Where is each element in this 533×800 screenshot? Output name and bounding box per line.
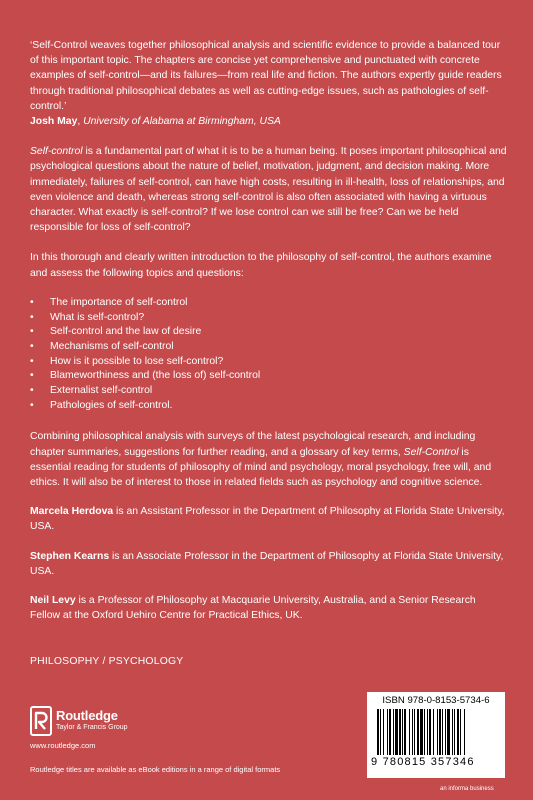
barcode-bar: [464, 709, 465, 755]
list-item: • Mechanisms of self-control: [30, 340, 508, 355]
isbn-digits: 9 780815 357346: [371, 756, 475, 768]
barcode-bar: [452, 709, 453, 755]
author-name: Stephen Kearns: [30, 550, 110, 562]
author-bio: [30, 549, 508, 579]
publisher-group: Taylor & Francis Group: [56, 724, 128, 731]
author-bio-text: is a Professor of Philosophy at Macquarie University, Australia, and a Senior Research Fellow at the Oxford Uehiro Centre for Practical Ethics, UK.: [30, 595, 476, 622]
barcode-bar: [395, 709, 398, 755]
barcode-bar: [414, 709, 415, 755]
list-item: • Self-control and the law of desire: [30, 325, 508, 340]
intro-text: is a fundamental part of what it is to be a human being. It poses important philosophical and psychological questions about the nature of belief, motivation, judgment, and decision making. More immediately, failures of self-control, can have high costs, resulting in ill-health, loss of relationships, and even violence and death, whereas strong self-control is also often associated with having a virtuous character. What exactly is self-control? If we lose control can we still be free? Can we be held responsible for loss of self-control?: [30, 146, 507, 234]
barcode-bar: [427, 709, 428, 755]
list-item: • How is it possible to lose self-control?: [30, 355, 508, 370]
publisher-name: Routledge: [56, 708, 118, 723]
barcode-bar: [412, 709, 413, 755]
author-name: Neil Levy: [30, 595, 76, 607]
intro-paragraph: [30, 144, 508, 235]
barcode-bar: [420, 709, 423, 755]
barcode-bar: [460, 709, 461, 755]
barcode-bar: [447, 709, 450, 755]
topics-list: [30, 296, 508, 414]
summary-after: is essential reading for students of philosophy of mind and psychology, moral psychology, free will, and ethics. It will also be of interest to those in related fields such as psychology and cognitive science.: [30, 446, 492, 489]
barcode-bar: [424, 709, 425, 755]
barcode-bar: [383, 709, 384, 755]
list-item: • Externalist self-control: [30, 384, 508, 399]
barcode-bar: [387, 709, 388, 755]
barcode-bar: [457, 709, 459, 755]
back-cover-text: [30, 38, 508, 624]
barcode-bar: [377, 709, 379, 755]
barcode-bar: [445, 709, 446, 755]
isbn-label: ISBN 978-0-8153-5734-6: [382, 695, 490, 706]
barcode-image: [375, 709, 497, 755]
author-bio: [30, 593, 508, 623]
list-item: • What is self-control?: [30, 311, 508, 326]
list-item: • The importance of self-control: [30, 296, 508, 311]
endorsement-author: Josh May: [30, 116, 78, 128]
barcode-bar: [409, 709, 410, 755]
endorsement-affiliation: University of Alabama at Birmingham, USA: [83, 116, 281, 128]
author-name: Marcela Herdova: [30, 506, 114, 518]
routledge-r-logo-icon: [30, 706, 52, 736]
barcode-bar: [454, 709, 455, 755]
author-bio: [30, 504, 508, 534]
topics-intro: In this thorough and clearly written introduction to the philosophy of self-control, the authors examine and assess the following topics and questions:: [30, 252, 492, 279]
isbn-barcode-box: [367, 692, 505, 778]
barcode-bar: [439, 709, 441, 755]
list-item: • Blameworthiness and (the loss of) self-control: [30, 369, 508, 384]
barcode-bar: [389, 709, 391, 755]
barcode-bar: [402, 709, 403, 755]
barcode-bar: [380, 709, 381, 755]
author-bio-text: is an Assistant Professor in the Department of Philosophy at Florida State University, USA.: [30, 506, 505, 533]
barcode-bar: [399, 709, 401, 755]
publisher-url[interactable]: www.routledge.com: [30, 741, 96, 750]
barcode-bar: [437, 709, 438, 755]
summary-paragraph: [30, 429, 508, 490]
endorsement: ‘Self-Control weaves together philosophical analysis and scientific evidence to provide a balanced tour of this important topic. The chapters are concise yet comprehensive and punctuated with concrete examples of self-control—and its failures—from real life and fiction. The authors expertly guide readers through traditional philosophical debates as well as cutting-edge issues, such as pathologies of self-control.’ Josh May, University of Alabama at Birmingham, USA: [30, 40, 502, 128]
barcode-bar: [404, 709, 406, 755]
author-bio-text: is an Associate Professor in the Department of Philosophy at Florida State University, USA.: [30, 550, 504, 577]
barcode-bar: [417, 709, 419, 755]
informa-tagline: an informa business: [440, 786, 494, 792]
intro-lead-title: Self-control: [30, 146, 83, 158]
list-item: • Pathologies of self-control.: [30, 399, 508, 414]
summary-before: Combining philosophical analysis with surveys of the latest psychological research, and including chapter summaries, suggestions for further reading, and a glossary of key terms,: [30, 431, 476, 458]
barcode-bar: [442, 709, 443, 755]
publisher-logo: [30, 706, 230, 746]
barcode-bar: [393, 709, 394, 755]
barcode-bar: [433, 709, 434, 755]
barcode-bar: [429, 709, 431, 755]
summary-title: Self-Control: [403, 446, 459, 458]
endorsement-quote: ‘Self-Control weaves together philosophical analysis and scientific evidence to provide a balanced tour of this important topic. The chapters are concise yet comprehensive and punctuated with concrete examples of self-control—and its failures—from real life and fiction. The authors expertly guide readers through traditional philosophical debates as well as cutting-edge issues, such as pathologies of self-control.’: [30, 40, 502, 112]
ebook-note: Routledge titles are available as eBook editions in a range of digital formats: [30, 765, 281, 774]
subject-category: PHILOSOPHY / PSYCHOLOGY: [30, 656, 184, 667]
